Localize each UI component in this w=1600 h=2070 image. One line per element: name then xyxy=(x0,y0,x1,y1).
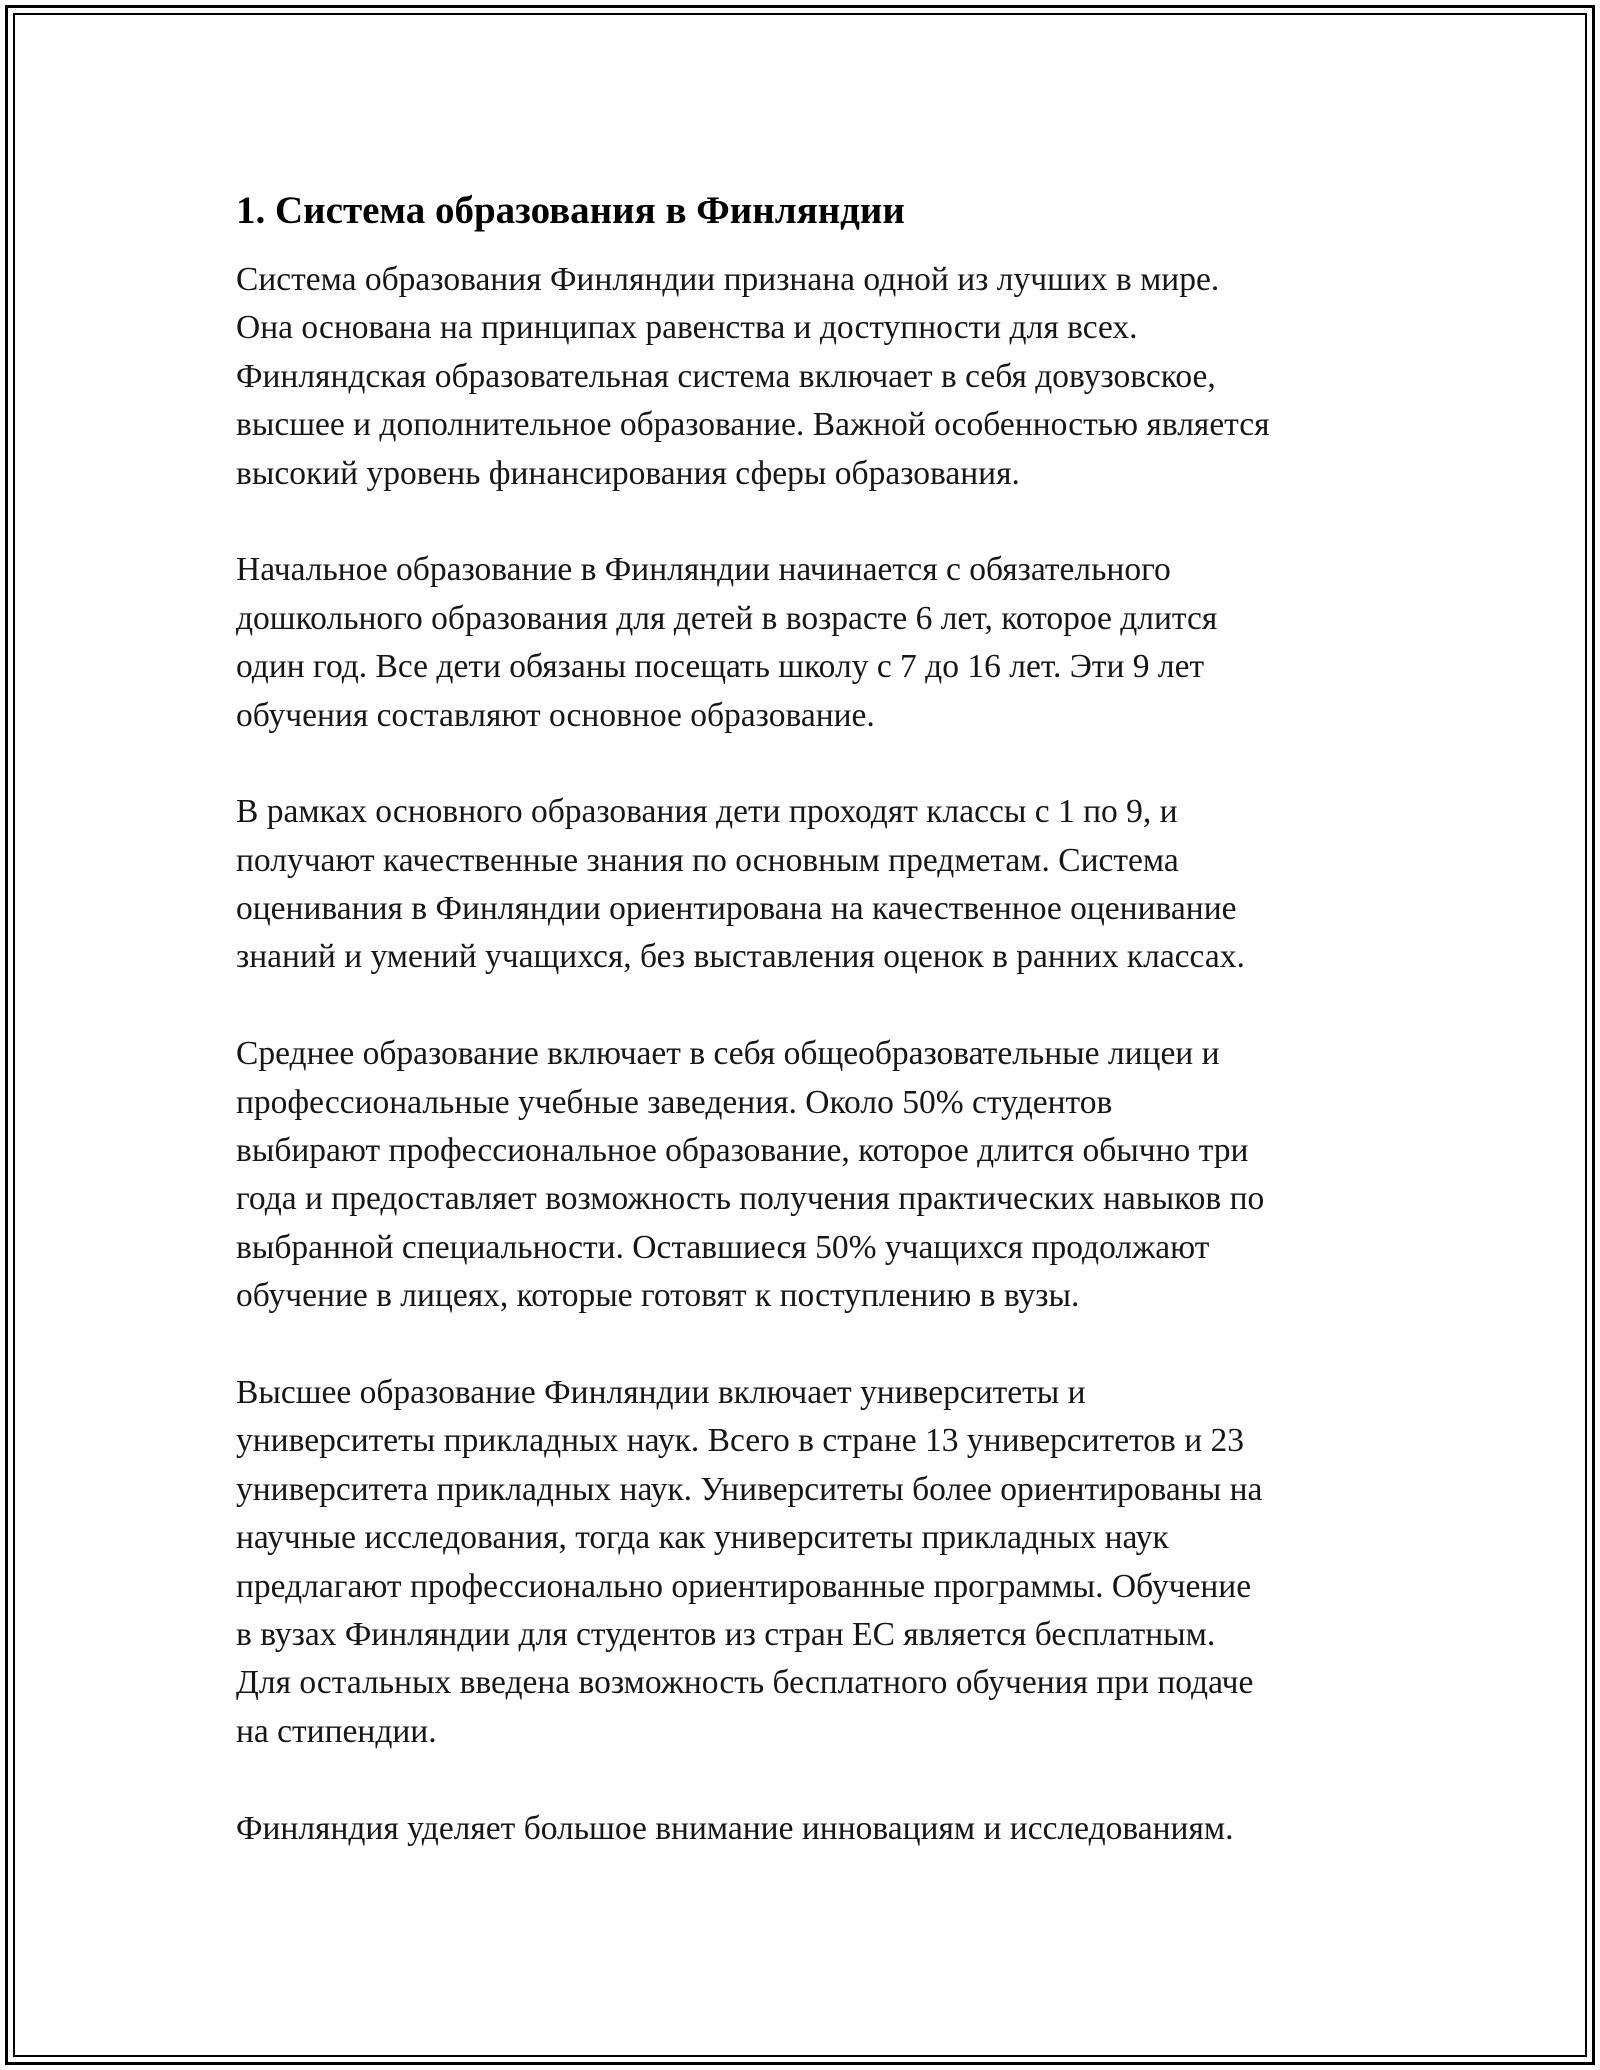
paragraph-line: научные исследования, тогда как университеты прикладных наук xyxy=(236,1519,1169,1557)
paragraph-line: оценивания в Финляндии ориентирована на качественное оценивание xyxy=(236,890,1237,928)
paragraph-line: выбирают профессиональное образование, которое длится обычно три xyxy=(236,1132,1249,1170)
paragraph xyxy=(236,546,1386,740)
paragraph-line: на стипендии. xyxy=(236,1712,437,1750)
paragraph-line: выбранной специальности. Оставшиеся 50% учащихся продолжают xyxy=(236,1228,1210,1266)
paragraph-line: Финляндская образовательная система включает в себя довузовское, xyxy=(236,357,1216,395)
paragraph xyxy=(236,256,1386,498)
paragraph-line: высокий уровень финансирования сферы образования. xyxy=(236,454,1020,492)
paragraph-spacer xyxy=(236,740,1386,788)
paragraph-line: В рамках основного образования дети проходят классы с 1 по 9, и xyxy=(236,793,1178,831)
document-content xyxy=(236,186,1386,1853)
paragraph-line: университеты прикладных наук. Всего в стране 13 университетов и 23 xyxy=(236,1422,1245,1460)
paragraph-line: профессиональные учебные заведения. Около 50% студентов xyxy=(236,1083,1113,1121)
paragraph xyxy=(236,1805,1386,1853)
paragraph-line: получают качественные знания по основным предметам. Система xyxy=(236,841,1179,879)
paragraph-line: в вузах Финляндии для студентов из стран ЕС является бесплатным. xyxy=(236,1615,1216,1653)
paragraph-line: один год. Все дети обязаны посещать школу с 7 до 16 лет. Эти 9 лет xyxy=(236,648,1205,686)
paragraph-line: Для остальных введена возможность бесплатного обучения при подаче xyxy=(236,1664,1254,1702)
paragraph xyxy=(236,1030,1386,1320)
paragraph-line: Среднее образование включает в себя общеобразовательные лицеи и xyxy=(236,1035,1220,1073)
section-heading: 1. Система образования в Финляндии xyxy=(236,189,905,232)
paragraph-line: предлагают профессионально ориентированные программы. Обучение xyxy=(236,1567,1252,1605)
paragraph-line: Начальное образование в Финляндии начинается с обязательного xyxy=(236,551,1171,589)
paragraph-line: университета прикладных наук. Университеты более ориентированы на xyxy=(236,1470,1263,1508)
paragraph-line: дошкольного образования для детей в возрасте 6 лет, которое длится xyxy=(236,599,1218,637)
paragraph-spacer xyxy=(236,1756,1386,1804)
paragraph-spacer xyxy=(236,982,1386,1030)
paragraph-line: обучение в лицеях, которые готовят к поступлению в вузы. xyxy=(236,1277,1080,1315)
paragraph-line: Финляндия уделяет большое внимание инновациям и исследованиям. xyxy=(236,1809,1234,1847)
paragraph-spacer xyxy=(236,1321,1386,1369)
document-body xyxy=(236,256,1386,1853)
paragraph-spacer xyxy=(236,498,1386,546)
paragraph-line: Система образования Финляндии признана одной из лучших в мире. xyxy=(236,261,1220,298)
paragraph-line: обучения составляют основное образование. xyxy=(236,696,875,734)
paragraph xyxy=(236,788,1386,982)
paragraph-line: Она основана на принципах равенства и доступности для всех. xyxy=(236,309,1138,347)
paragraph-line: высшее и дополнительное образование. Важной особенностью является xyxy=(236,406,1270,444)
paragraph-line: знаний и умений учащихся, без выставления оценок в ранних классах. xyxy=(236,938,1245,976)
paragraph-line: Высшее образование Финляндии включает университеты и xyxy=(236,1373,1086,1411)
paragraph-line: года и предоставляет возможность получения практических навыков по xyxy=(236,1180,1265,1218)
paragraph xyxy=(236,1369,1386,1756)
